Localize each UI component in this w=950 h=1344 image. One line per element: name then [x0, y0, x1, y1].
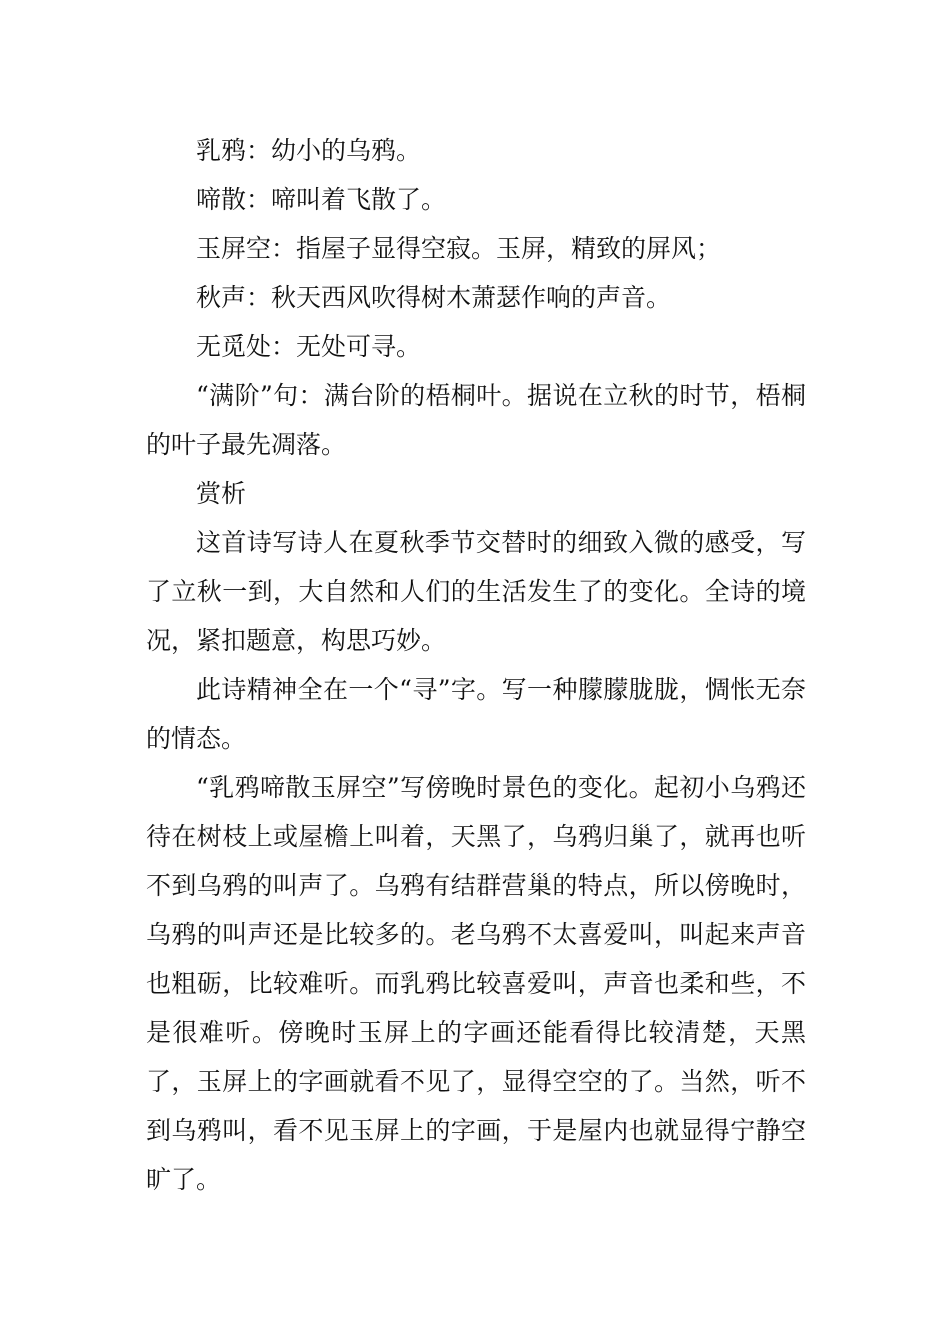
annotation-tisan: 啼散：啼叫着飞散了。 [196, 185, 447, 214]
annotation-ruya: 乳鸦：幼小的乌鸦。 [196, 136, 422, 165]
annotation-wumichu: 无觅处：无处可寻。 [196, 332, 422, 361]
analysis-paragraph-2: 此诗精神全在一个“寻”字。写一种朦朦胧胧，惆怅无奈的情态。 [146, 675, 806, 753]
annotation-manjie: “满阶”句：满台阶的梧桐叶。据说在立秋的时节，梧桐的叶子最先凋落。 [146, 381, 806, 459]
annotation-qiusheng: 秋声：秋天西风吹得树木萧瑟作响的声音。 [196, 283, 672, 312]
document-body [146, 126, 806, 1204]
section-heading-shangxi: 赏析 [196, 479, 247, 508]
annotation-yupingkong: 玉屏空：指屋子显得空寂。玉屏，精致的屏风； [196, 234, 722, 263]
analysis-paragraph-1: 这首诗写诗人在夏秋季节交替时的细致入微的感受，写了立秋一到，大自然和人们的生活发生了的变化。全诗的境况，紧扣题意，构思巧妙。 [146, 528, 806, 655]
analysis-paragraph-3: “乳鸦啼散玉屏空”写傍晚时景色的变化。起初小乌鸦还待在树枝上或屋檐上叫着，天黑了，乌鸦归巢了，就再也听不到乌鸦的叫声了。乌鸦有结群营巢的特点，所以傍晚时，乌鸦的叫声还是比较多的。老乌鸦不太喜爱叫，叫起来声音也粗砺，比较难听。而乳鸦比较喜爱叫，声音也柔和些，不是很难听。傍晚时玉屏上的字画还能看得比较清楚，天黑了，玉屏上的字画就看不见了，显得空空的了。当然，听不到乌鸦叫，看不见玉屏上的字画，于是屋内也就显得宁静空旷了。 [146, 773, 806, 1194]
